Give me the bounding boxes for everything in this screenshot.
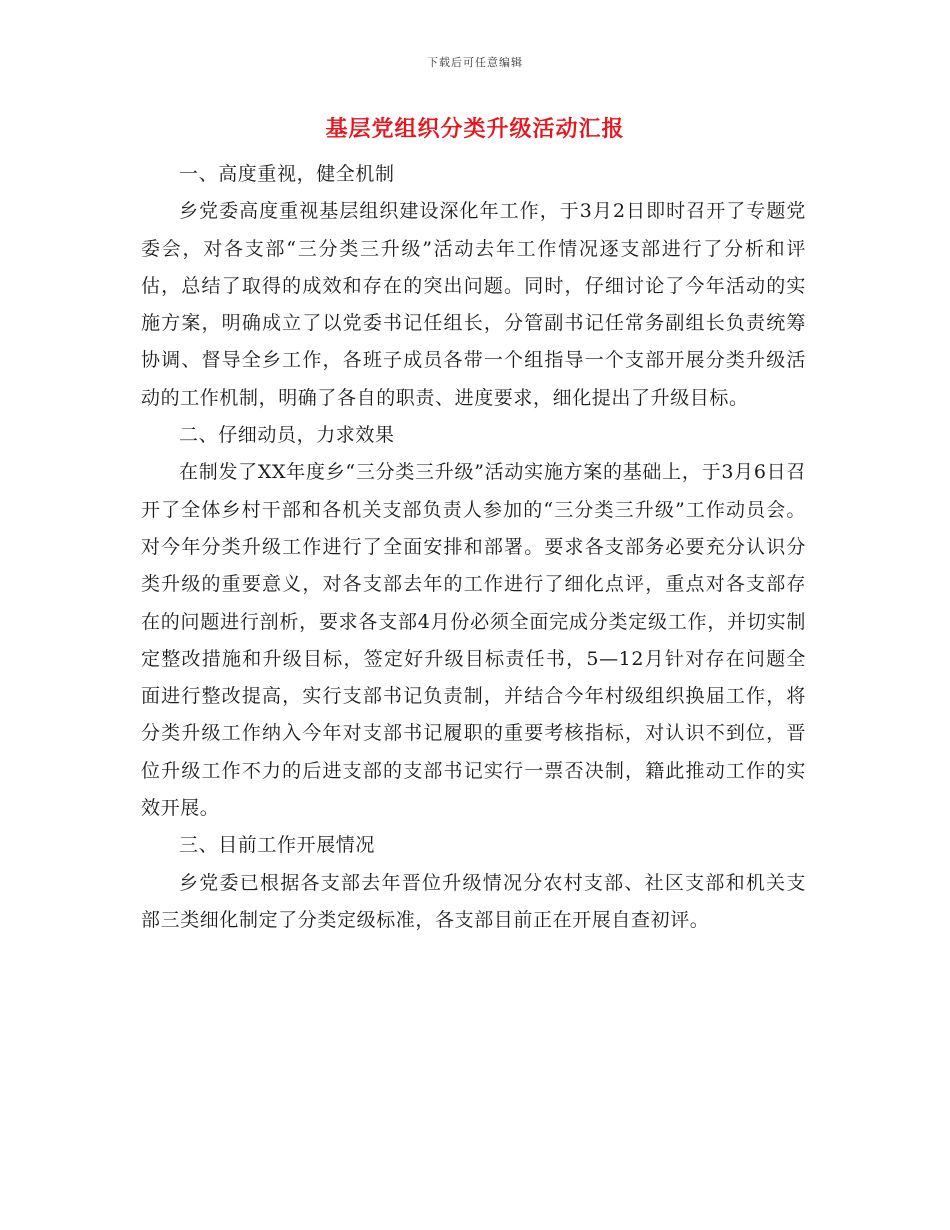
- page-header-note: 下载后可任意编辑: [427, 56, 523, 69]
- section-paragraph-2: 在制发了XX年度乡“三分类三升级”活动实施方案的基础上，于3月6日召开了全体乡村干部和各机关支部负责人参加的“三分类三升级”工作动员会。对今年分类升级工作进行了全面安排和部署。要求各支部务必要充分认识分类升级的重要意义，对各支部去年的工作进行了细化点评，重点对各支部存在的问题进行剖析，要求各支部4月份必须全面完成分类定级工作，并切实制定整改措施和升级目标，签定好升级目标责任书，5—12月针对存在问题全面进行整改提高，实行支部书记负责制，并结合今年村级组织换届工作，将分类升级工作纳入今年对支部书记履职的重要考核指标，对认识不到位，晋位升级工作不力的后进支部的支部书记实行一票否决制，籍此推动工作的实效开展。: [141, 461, 806, 820]
- section-heading-2: 二、仔细动员，力求效果: [179, 424, 395, 447]
- document-title: 基层党组织分类升级活动汇报: [325, 116, 625, 142]
- section-paragraph-3: 乡党委已根据各支部去年晋位升级情况分农村支部、社区支部和机关支部三类细化制定了分类定级标准，各支部目前正在开展自查初评。: [141, 871, 806, 931]
- section-paragraph-1: 乡党委高度重视基层组织建设深化年工作，于3月2日即时召开了专题党委会，对各支部“三分类三升级”活动去年工作情况逐支部进行了分析和评估，总结了取得的成效和存在的突出问题。同时，仔细讨论了今年活动的实施方案，明确成立了以党委书记任组长，分管副书记任常务副组长负责统筹协调、督导全乡工作，各班子成员各带一个组指导一个支部开展分类升级活动的工作机制，明确了各自的职责、进度要求，细化提出了升级目标。: [141, 200, 806, 409]
- section-heading-3: 三、目前工作开展情况: [179, 834, 376, 857]
- section-heading-1: 一、高度重视，健全机制: [179, 163, 395, 185]
- document-body: [141, 156, 806, 939]
